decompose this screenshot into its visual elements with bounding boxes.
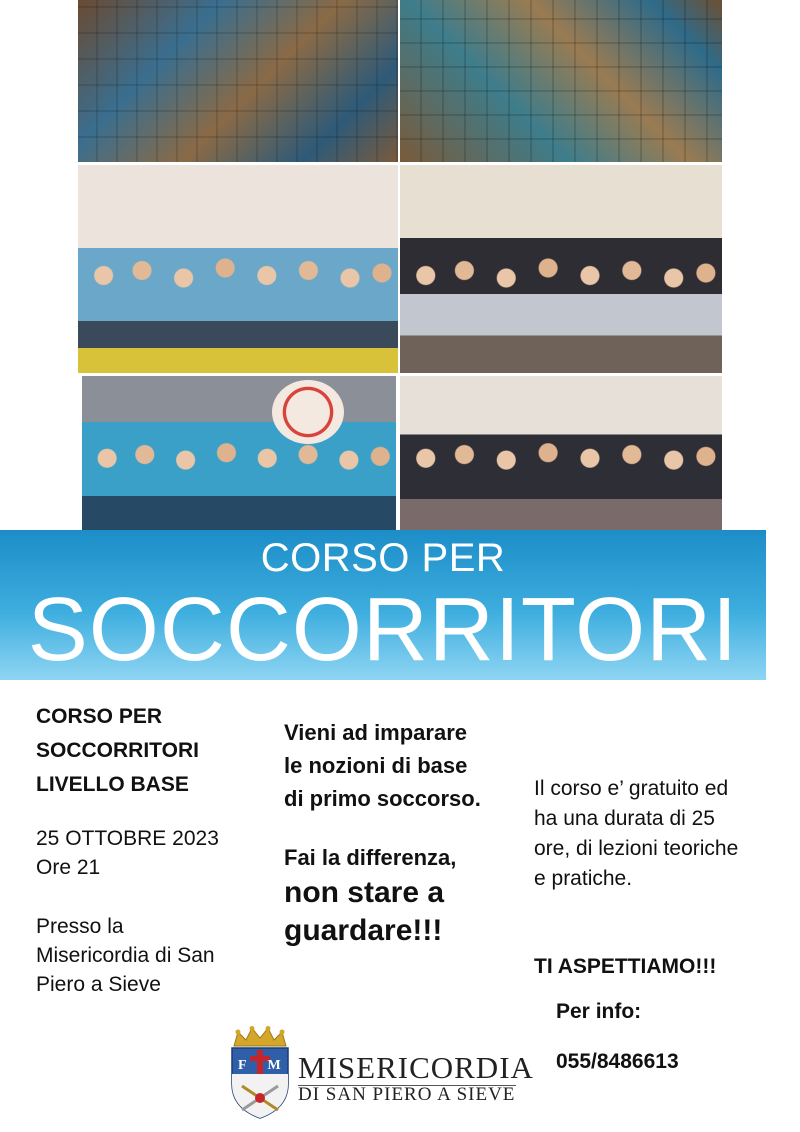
course-heading-line: SOCCORRITORI — [36, 739, 199, 762]
course-details-column — [36, 700, 266, 999]
call-to-action-big-line: non stare a — [284, 876, 445, 909]
photo-wall-collage-left — [78, 0, 398, 162]
course-heading-line: LIVELLO BASE — [36, 773, 189, 796]
course-info-line: Il corso e’ gratuito ed — [534, 777, 729, 800]
course-location-line: Misericordia di San — [36, 944, 215, 967]
course-location-line: Piero a Sieve — [36, 973, 161, 996]
course-info-column — [534, 774, 774, 984]
contact-info — [556, 1000, 776, 1074]
course-info-line: ha una durata di 25 — [534, 807, 715, 830]
closing-message: TI ASPETTIAMO!!! — [534, 955, 717, 978]
course-date: 25 OTTOBRE 2023 — [36, 827, 219, 850]
invitation-line: le nozioni di base — [284, 753, 468, 778]
title-banner — [0, 530, 766, 680]
course-info-line: ore, di lezioni teoriche — [534, 837, 739, 860]
info-label: Per info: — [556, 1000, 642, 1023]
misericordia-logo — [228, 1026, 534, 1122]
logo-subtitle: DI SAN PIERO A SIEVE — [298, 1084, 516, 1105]
photo-collage — [78, 0, 722, 530]
group-photo-training-1 — [78, 165, 398, 373]
call-to-action-big-line: guardare!!! — [284, 914, 443, 947]
invitation-column — [284, 716, 524, 950]
call-to-action-line: Fai la differenza, — [284, 845, 457, 870]
group-photo-training-3 — [82, 376, 396, 530]
118-sign-image — [272, 380, 344, 444]
crest-letters: F M — [238, 1058, 281, 1073]
course-time: Ore 21 — [36, 856, 101, 879]
banner-subtitle: CORSO PER — [260, 536, 506, 580]
group-photo-training-2 — [400, 165, 722, 373]
course-info-line: e pratiche. — [534, 867, 633, 890]
logo-name: MISERICORDIA — [298, 1050, 534, 1085]
banner-title: SOCCORRITORI — [27, 580, 739, 680]
photo-wall-collage-right — [400, 0, 722, 162]
course-heading-line: CORSO PER — [36, 705, 163, 728]
group-photo-training-4 — [400, 376, 722, 530]
phone-number[interactable]: 055/8486613 — [556, 1050, 679, 1073]
course-location-line: Presso la — [36, 915, 124, 938]
invitation-line: Vieni ad imparare — [284, 720, 468, 745]
invitation-line: di primo soccorso. — [284, 786, 481, 811]
